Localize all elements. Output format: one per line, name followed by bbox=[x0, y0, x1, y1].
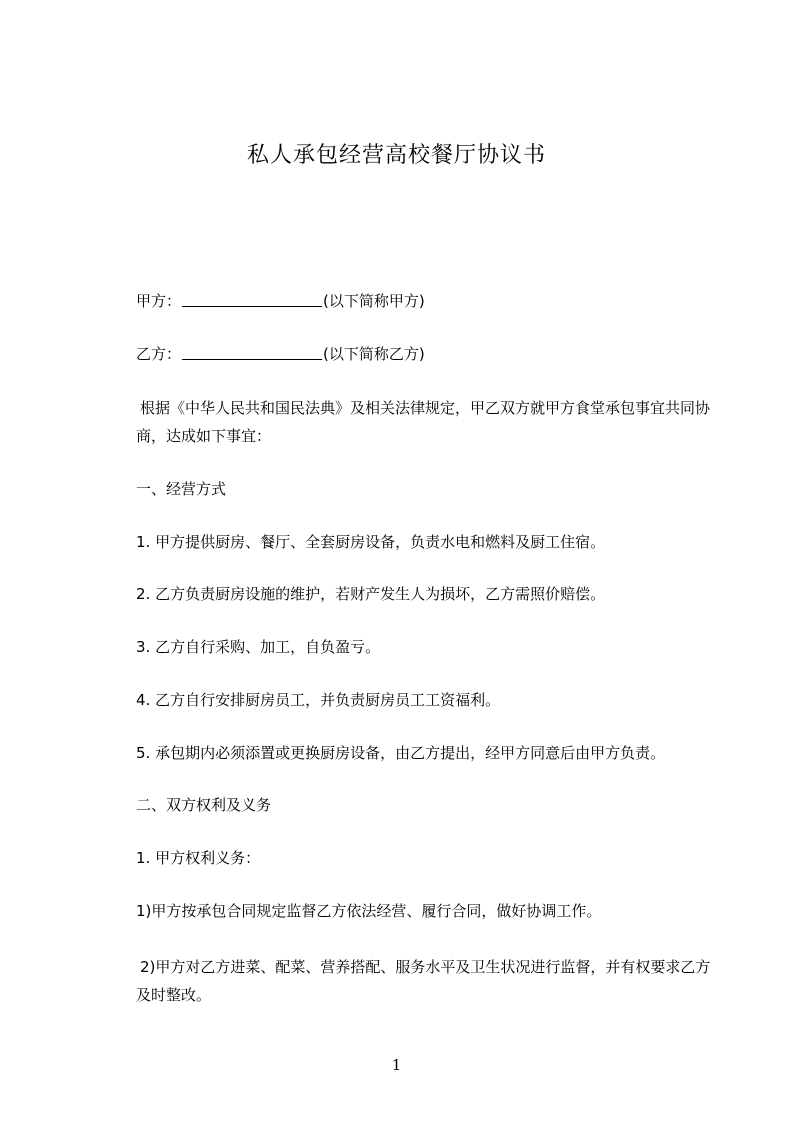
section1-item-1: 1. 甲方提供厨房、餐厅、全套厨房设备，负责水电和燃料及厨工住宿。 bbox=[136, 533, 606, 551]
party-a-suffix: (以下简称甲方) bbox=[323, 292, 425, 310]
section2-sub1-heading: 1. 甲方权利义务： bbox=[136, 849, 261, 867]
party-b-blank bbox=[182, 343, 322, 360]
page-title: 私人承包经营高校餐厅协议书 bbox=[246, 143, 546, 168]
section1-heading: 一、经营方式 bbox=[136, 480, 227, 498]
section2-sub1-item-2: 2)甲方对乙方进菜、配菜、营养搭配、服务水平及卫生状况进行监督，并有权要求乙方及时整改。 bbox=[136, 958, 711, 1004]
section1-item-2: 2. 乙方负责厨房设施的维护，若财产发生人为损坏，乙方需照价赔偿。 bbox=[136, 585, 606, 603]
section2-sub1-item-1: 1)甲方按承包合同规定监督乙方依法经营、履行合同，做好协调工作。 bbox=[136, 902, 602, 920]
section1-item-4: 4. 乙方自行安排厨房员工，并负责厨房员工工资福利。 bbox=[136, 691, 501, 709]
section1-item-5: 5. 承包期内必须添置或更换厨房设备，由乙方提出，经甲方同意后由甲方负责。 bbox=[136, 744, 666, 762]
party-a-label: 甲方： bbox=[136, 292, 182, 310]
party-b-label: 乙方： bbox=[136, 345, 182, 363]
page-number: 1 bbox=[391, 1056, 402, 1074]
party-b-suffix: (以下简称乙方) bbox=[323, 345, 425, 363]
party-a-line bbox=[136, 289, 696, 313]
section2-heading: 二、双方权利及义务 bbox=[136, 796, 272, 814]
party-b-line bbox=[136, 342, 696, 366]
section1-item-3: 3. 乙方自行采购、加工，自负盈亏。 bbox=[136, 638, 381, 656]
party-a-blank bbox=[182, 290, 322, 307]
preamble-paragraph: 根据《中华人民共和国民法典》及相关法律规定，甲乙双方就甲方食堂承包事宜共同协商，达成如下事宜： bbox=[136, 399, 711, 445]
